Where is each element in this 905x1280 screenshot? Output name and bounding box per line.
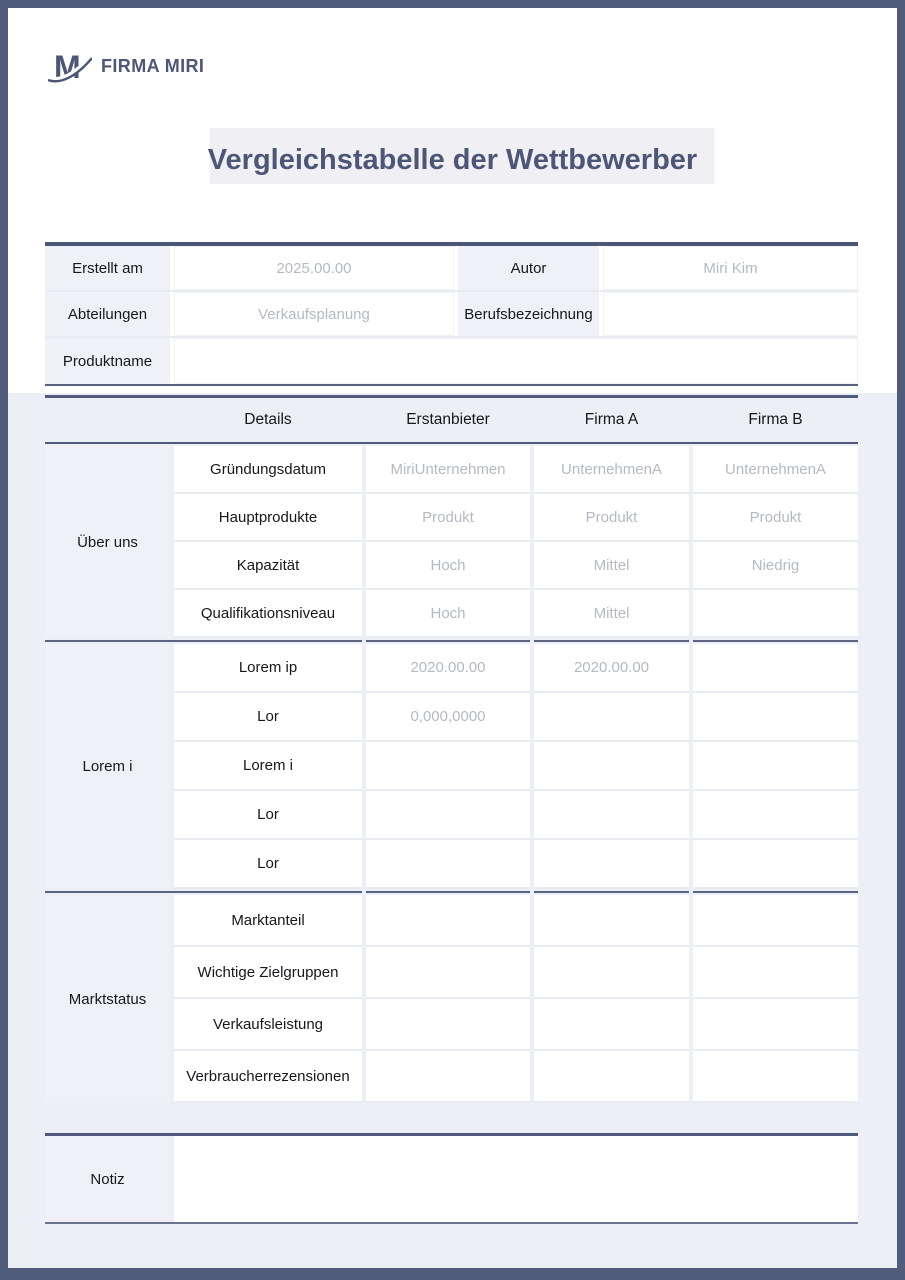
value-cell[interactable] (534, 999, 689, 1051)
value-cell[interactable] (693, 895, 858, 947)
value-cell[interactable] (366, 791, 530, 840)
section-marktstatus (45, 895, 858, 1103)
meta-label-produktname: Produktname (45, 338, 170, 384)
separator-line (534, 640, 689, 642)
meta-row (45, 338, 858, 384)
detail-label-lor: Lor (174, 791, 362, 840)
separator-line (534, 891, 689, 893)
value-cell[interactable] (534, 947, 689, 999)
value-cell[interactable] (534, 742, 689, 791)
detail-label-marktanteil: Marktanteil (174, 895, 362, 947)
value-cell[interactable] (534, 693, 689, 742)
value-cell[interactable] (534, 840, 689, 889)
value-cell[interactable] (693, 999, 858, 1051)
value-cell[interactable] (534, 791, 689, 840)
value-cell[interactable]: 2020.00.00 (366, 644, 530, 693)
value-cell[interactable] (366, 895, 530, 947)
value-cell[interactable] (366, 1051, 530, 1103)
meta-field-erstellt-am[interactable]: 2025.00.00 (174, 246, 454, 290)
brand-name: FIRMA MIRI (101, 55, 205, 76)
separator-line (366, 891, 530, 893)
note-label: Notiz (45, 1136, 170, 1222)
value-cell[interactable]: 0,000,0000 (366, 693, 530, 742)
meta-label-abteilungen: Abteilungen (45, 292, 170, 336)
detail-label-lorem-ip: Lorem ip (174, 644, 362, 693)
comparison-panel (8, 393, 897, 1268)
value-cell[interactable] (366, 742, 530, 791)
meta-field-produktname[interactable] (174, 338, 858, 384)
value-cell[interactable] (693, 590, 858, 638)
meta-label-autor: Autor (458, 246, 599, 290)
detail-label-lor: Lor (174, 693, 362, 742)
separator-line (45, 891, 362, 893)
detail-label-qualifikationsniveau: Qualifikationsniveau (174, 590, 362, 638)
section-label: Lorem i (45, 644, 170, 889)
value-cell[interactable] (534, 895, 689, 947)
value-cell[interactable]: Hoch (366, 590, 530, 638)
meta-field-autor[interactable]: Miri Kim (603, 246, 858, 290)
value-cell[interactable] (693, 791, 858, 840)
comparison-header-row (45, 395, 858, 444)
value-cell[interactable]: Produkt (366, 494, 530, 542)
header-details: Details (244, 411, 292, 428)
meta-label-berufsbezeichnung: Berufsbezeichnung (458, 292, 599, 336)
detail-label-kapazit-t: Kapazität (174, 542, 362, 590)
value-cell[interactable]: 2020.00.00 (534, 644, 689, 693)
section-label: Über uns (45, 446, 170, 638)
meta-row (45, 246, 858, 292)
separator-line (693, 640, 858, 642)
header-spacer (45, 398, 170, 442)
detail-label-verbraucherrezensionen: Verbraucherrezensionen (174, 1051, 362, 1103)
detail-label-lorem-i: Lorem i (174, 742, 362, 791)
separator-line (45, 640, 362, 642)
value-cell[interactable] (693, 644, 858, 693)
detail-label-gr-ndungsdatum: Gründungsdatum (174, 446, 362, 494)
section-lorem-i (45, 644, 858, 889)
value-cell[interactable]: Produkt (693, 494, 858, 542)
meta-label-erstellt-am: Erstellt am (45, 246, 170, 290)
value-cell[interactable] (534, 1051, 689, 1103)
detail-label-wichtige-zielgruppen: Wichtige Zielgruppen (174, 947, 362, 999)
separator-line (693, 891, 858, 893)
separator-line (366, 640, 530, 642)
header-erstanbieter: Erstanbieter (406, 411, 490, 428)
value-cell[interactable]: UnternehmenA (693, 446, 858, 494)
value-cell[interactable] (366, 999, 530, 1051)
value-cell[interactable] (693, 947, 858, 999)
value-cell[interactable] (693, 840, 858, 889)
value-cell[interactable] (693, 693, 858, 742)
detail-label-hauptprodukte: Hauptprodukte (174, 494, 362, 542)
section-separator (45, 891, 858, 893)
note-row (45, 1133, 858, 1224)
meta-field-abteilungen[interactable]: Verkaufsplanung (174, 292, 454, 336)
note-field[interactable] (174, 1136, 858, 1222)
detail-label-lor: Lor (174, 840, 362, 889)
value-cell[interactable]: Mittel (534, 542, 689, 590)
meta-field-berufsbezeichnung[interactable] (603, 292, 858, 336)
value-cell[interactable] (366, 947, 530, 999)
value-cell[interactable] (693, 1051, 858, 1103)
title-area (8, 120, 897, 206)
svg-text:M: M (54, 49, 81, 84)
detail-label-verkaufsleistung: Verkaufsleistung (174, 999, 362, 1051)
header-firma-b: Firma B (748, 411, 803, 428)
value-cell[interactable] (366, 840, 530, 889)
section-ber-uns (45, 446, 858, 638)
value-cell[interactable]: Niedrig (693, 542, 858, 590)
value-cell[interactable]: Mittel (534, 590, 689, 638)
value-cell[interactable] (693, 742, 858, 791)
value-cell[interactable]: Produkt (534, 494, 689, 542)
value-cell[interactable]: Hoch (366, 542, 530, 590)
header-firma-a: Firma A (584, 411, 639, 428)
meta-row (45, 292, 858, 338)
page-title: Vergleichstabelle der Wettbewerber (207, 144, 698, 176)
meta-table (45, 242, 858, 386)
value-cell[interactable]: MiriUnternehmen (366, 446, 530, 494)
comparison-sections (45, 446, 858, 1103)
value-cell[interactable]: UnternehmenA (534, 446, 689, 494)
firma-miri-logo-icon (48, 48, 92, 84)
section-separator (45, 640, 858, 642)
section-label: Marktstatus (45, 895, 170, 1103)
brand-logo (48, 48, 897, 84)
